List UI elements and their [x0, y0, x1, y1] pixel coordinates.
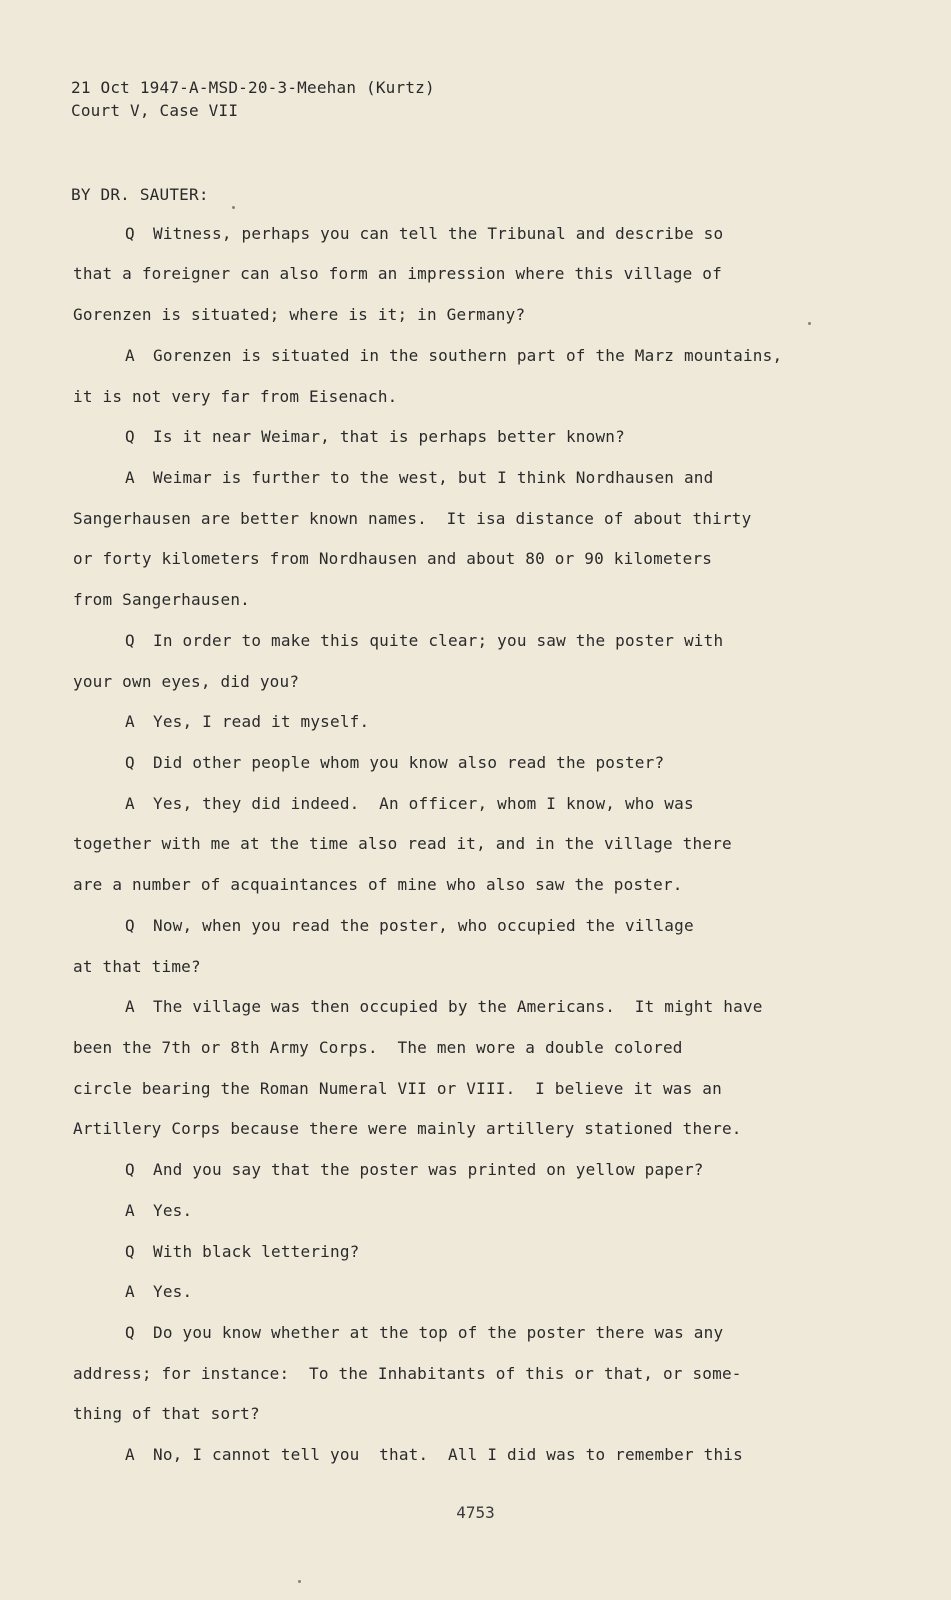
- transcript-line: Yes.: [153, 1201, 193, 1220]
- transcript-line: or forty kilometers from Nordhausen and about 80 or 90 kilometers: [73, 549, 713, 568]
- transcript-line: In order to make this quite clear; you saw the poster with: [153, 631, 724, 650]
- answer: [125, 468, 713, 487]
- transcript-line: With black lettering?: [153, 1242, 360, 1261]
- question: [125, 916, 694, 935]
- examiner-heading: BY DR. SAUTER:: [71, 185, 209, 204]
- speaker-label: A: [125, 1201, 135, 1220]
- page-number: 4753: [456, 1503, 495, 1522]
- transcript-line: been the 7th or 8th Army Corps. The men wore a double colored: [73, 1038, 683, 1057]
- question: [125, 427, 625, 446]
- answer: [125, 1445, 743, 1464]
- speaker-label: Q: [125, 427, 135, 446]
- speaker-label: A: [125, 712, 135, 731]
- transcript-line: together with me at the time also read it, and in the village there: [73, 834, 732, 853]
- answer: [125, 1201, 192, 1220]
- answer: [125, 794, 694, 813]
- paper-speck: [232, 206, 235, 209]
- question: [125, 1160, 704, 1179]
- answer: [125, 712, 369, 731]
- transcript-line: Artillery Corps because there were mainly artillery stationed there.: [73, 1119, 742, 1138]
- transcript-line: Is it near Weimar, that is perhaps better known?: [153, 427, 625, 446]
- header-line-date-case: 21 Oct 1947-A-MSD-20-3-Meehan (Kurtz): [71, 78, 435, 97]
- transcript-line: Did other people whom you know also read the poster?: [153, 753, 665, 772]
- transcript-line: Gorenzen is situated; where is it; in Germany?: [73, 305, 526, 324]
- transcript-line: Yes.: [153, 1282, 193, 1301]
- transcript-line: No, I cannot tell you that. All I did was to remember this: [153, 1445, 743, 1464]
- transcript-line: Witness, perhaps you can tell the Tribunal and describe so: [153, 224, 724, 243]
- transcript-line: And you say that the poster was printed on yellow paper?: [153, 1160, 704, 1179]
- speaker-label: Q: [125, 224, 135, 243]
- question: [125, 1323, 723, 1342]
- question: [125, 753, 664, 772]
- paper-speck: [298, 1580, 301, 1583]
- transcript-line: your own eyes, did you?: [73, 672, 300, 691]
- speaker-label: Q: [125, 1242, 135, 1261]
- speaker-label: Q: [125, 753, 135, 772]
- transcript-line: Yes, they did indeed. An officer, whom I know, who was: [153, 794, 694, 813]
- transcript-line: Sangerhausen are better known names. It isa distance of about thirty: [73, 509, 752, 528]
- speaker-label: A: [125, 997, 135, 1016]
- header-line-court: Court V, Case VII: [71, 101, 239, 120]
- speaker-label: A: [125, 346, 135, 365]
- transcript-line: address; for instance: To the Inhabitants of this or that, or some-: [73, 1364, 742, 1383]
- answer: [125, 346, 782, 365]
- paper-speck: [808, 322, 811, 325]
- answer: [125, 997, 763, 1016]
- transcript-line: thing of that sort?: [73, 1404, 260, 1423]
- question: [125, 1242, 360, 1261]
- transcript-line: Do you know whether at the top of the poster there was any: [153, 1323, 724, 1342]
- speaker-label: A: [125, 1282, 135, 1301]
- transcript-line: circle bearing the Roman Numeral VII or VIII. I believe it was an: [73, 1079, 722, 1098]
- transcript-line: Gorenzen is situated in the southern part of the Marz mountains,: [153, 346, 783, 365]
- question: [125, 224, 723, 243]
- transcript-line: are a number of acquaintances of mine who also saw the poster.: [73, 875, 683, 894]
- speaker-label: Q: [125, 1323, 135, 1342]
- speaker-label: Q: [125, 1160, 135, 1179]
- speaker-label: Q: [125, 916, 135, 935]
- transcript-line: from Sangerhausen.: [73, 590, 250, 609]
- speaker-label: A: [125, 468, 135, 487]
- transcript-line: The village was then occupied by the Americans. It might have: [153, 997, 763, 1016]
- transcript-line: Now, when you read the poster, who occupied the village: [153, 916, 694, 935]
- transcript-line: Weimar is further to the west, but I think Nordhausen and: [153, 468, 714, 487]
- transcript-line: Yes, I read it myself.: [153, 712, 370, 731]
- transcript-line: that a foreigner can also form an impression where this village of: [73, 264, 722, 283]
- speaker-label: Q: [125, 631, 135, 650]
- question: [125, 631, 723, 650]
- transcript-line: it is not very far from Eisenach.: [73, 387, 398, 406]
- speaker-label: A: [125, 1445, 135, 1464]
- speaker-label: A: [125, 794, 135, 813]
- transcript-line: at that time?: [73, 957, 201, 976]
- answer: [125, 1282, 192, 1301]
